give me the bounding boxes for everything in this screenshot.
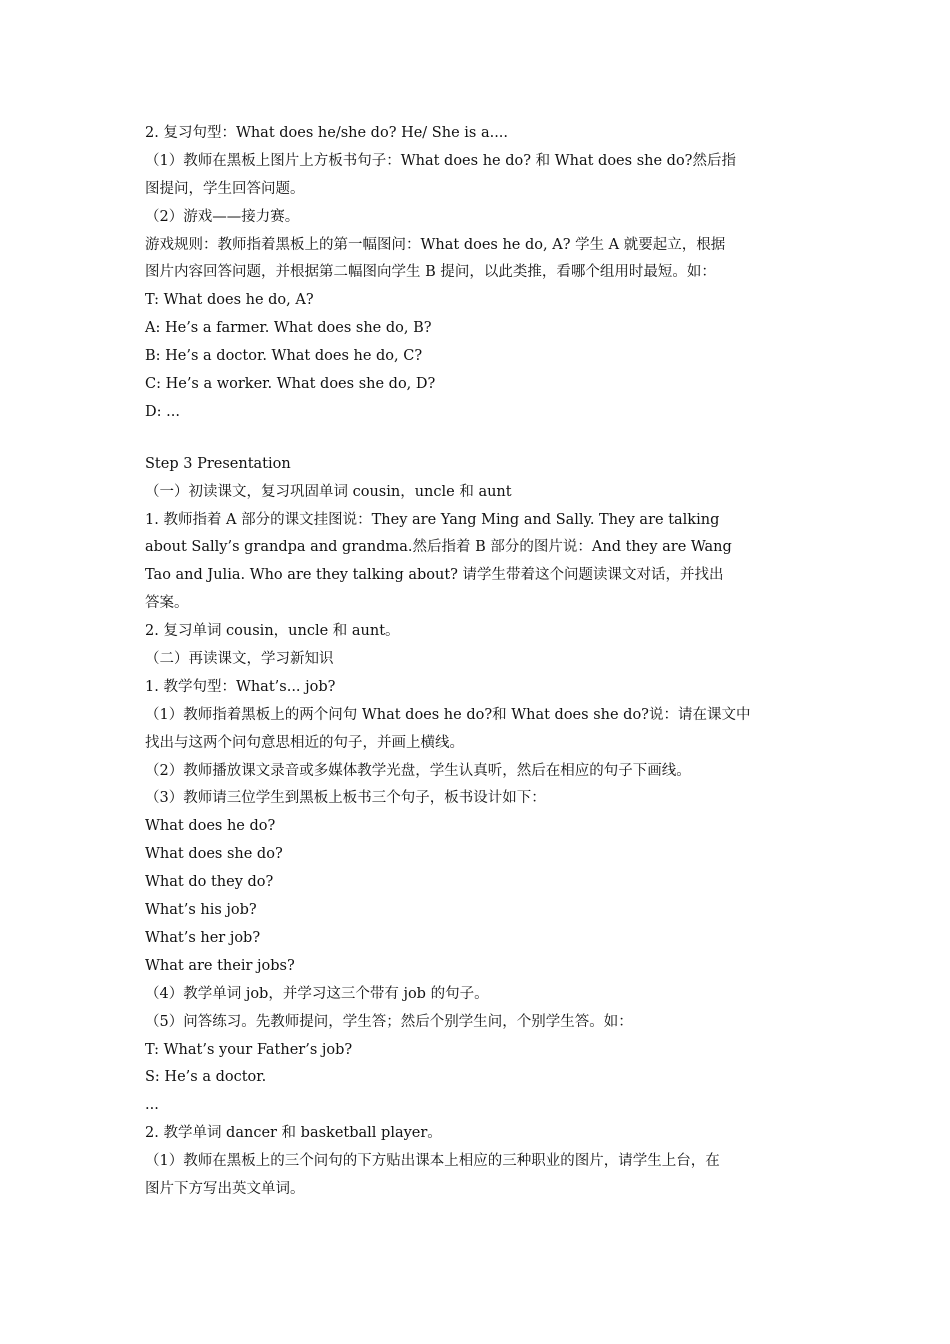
section-heading: Step 3 Presentation	[145, 455, 291, 472]
text-line: Tao and Julia. Who are they talking about? 请学生带着这个问题读课文对话，并找出	[145, 567, 724, 584]
text-line: 2. 复习句型：What does he/she do? He/ She is a....	[145, 125, 509, 141]
text-line: （1）教师指着黑板上的两个问句 What does he do?和 What does she do?说：请在课文中	[145, 706, 751, 723]
text-line: 1. 教师指着 A 部分的课文挂图说：They are Yang Ming and Sally. They are talking	[145, 511, 720, 528]
text-line: 图片下方写出英文单词。	[145, 1180, 305, 1197]
text-line: （3）教师请三位学生到黑板上板书三个句子，板书设计如下：	[145, 790, 546, 807]
dialog-line: T: What’s your Father’s job?	[145, 1041, 353, 1058]
dialog-line: S: He’s a doctor.	[145, 1069, 267, 1086]
example-line: What does he do?	[145, 818, 276, 835]
text-line: 游戏规则：教师指着黑板上的第一幅图问：What does he do, A? 学生 A 就要起立，根据	[145, 236, 726, 253]
text-line: （5）问答练习。先教师提问，学生答；然后个别学生问，个别学生答。如：	[145, 1013, 633, 1030]
dialog-line: T: What does he do, A?	[145, 292, 314, 309]
text-line: 找出与这两个问句意思相近的句子，并画上横线。	[145, 734, 464, 751]
dialog-line: ...	[145, 1097, 159, 1114]
dialog-line: B: He’s a doctor. What does he do, C?	[145, 348, 423, 365]
text-line: （4）教学单词 job，并学习这三个带有 job 的句子。	[145, 985, 489, 1002]
dialog-line: D: ...	[145, 403, 180, 420]
text-line: （一）初读课文，复习巩固单词 cousin，uncle 和 aunt	[145, 483, 512, 500]
text-line: about Sally’s grandpa and grandma.然后指着 B 部分的图片说：And they are Wang	[145, 539, 732, 556]
example-line: What do they do?	[145, 874, 274, 891]
example-line: What’s his job?	[145, 902, 257, 919]
text-line: （1）教师在黑板上的三个问句的下方贴出课本上相应的三种职业的图片，请学生上台，在	[145, 1153, 720, 1170]
text-line: （1）教师在黑板上图片上方板书句子：What does he do? 和 What does she do?然后指	[145, 152, 736, 169]
document-page	[145, 120, 810, 1204]
text-line: （2）游戏——接力赛。	[145, 208, 300, 225]
text-line: 2. 教学单词 dancer 和 basketball player。	[145, 1125, 442, 1142]
example-line: What are their jobs?	[145, 957, 295, 974]
text-line: （二）再读课文，学习新知识	[145, 651, 334, 668]
paragraph-gap	[145, 427, 810, 451]
text-line: （2）教师播放课文录音或多媒体教学光盘，学生认真听，然后在相应的句子下画线。	[145, 762, 691, 779]
text-line: 图片内容回答问题，并根据第二幅图向学生 B 提问，以此类推，看哪个组用时最短。如：	[145, 264, 716, 281]
text-line: 答案。	[145, 595, 189, 612]
text-line: 1. 教学句型：What’s... job?	[145, 678, 336, 695]
text-line: 图提问，学生回答问题。	[145, 180, 305, 197]
example-line: What’s her job?	[145, 929, 261, 946]
dialog-line: A: He’s a farmer. What does she do, B?	[145, 320, 432, 337]
example-line: What does she do?	[145, 846, 283, 863]
dialog-line: C: He’s a worker. What does she do, D?	[145, 376, 436, 393]
text-line: 2. 复习单词 cousin，uncle 和 aunt。	[145, 623, 400, 640]
